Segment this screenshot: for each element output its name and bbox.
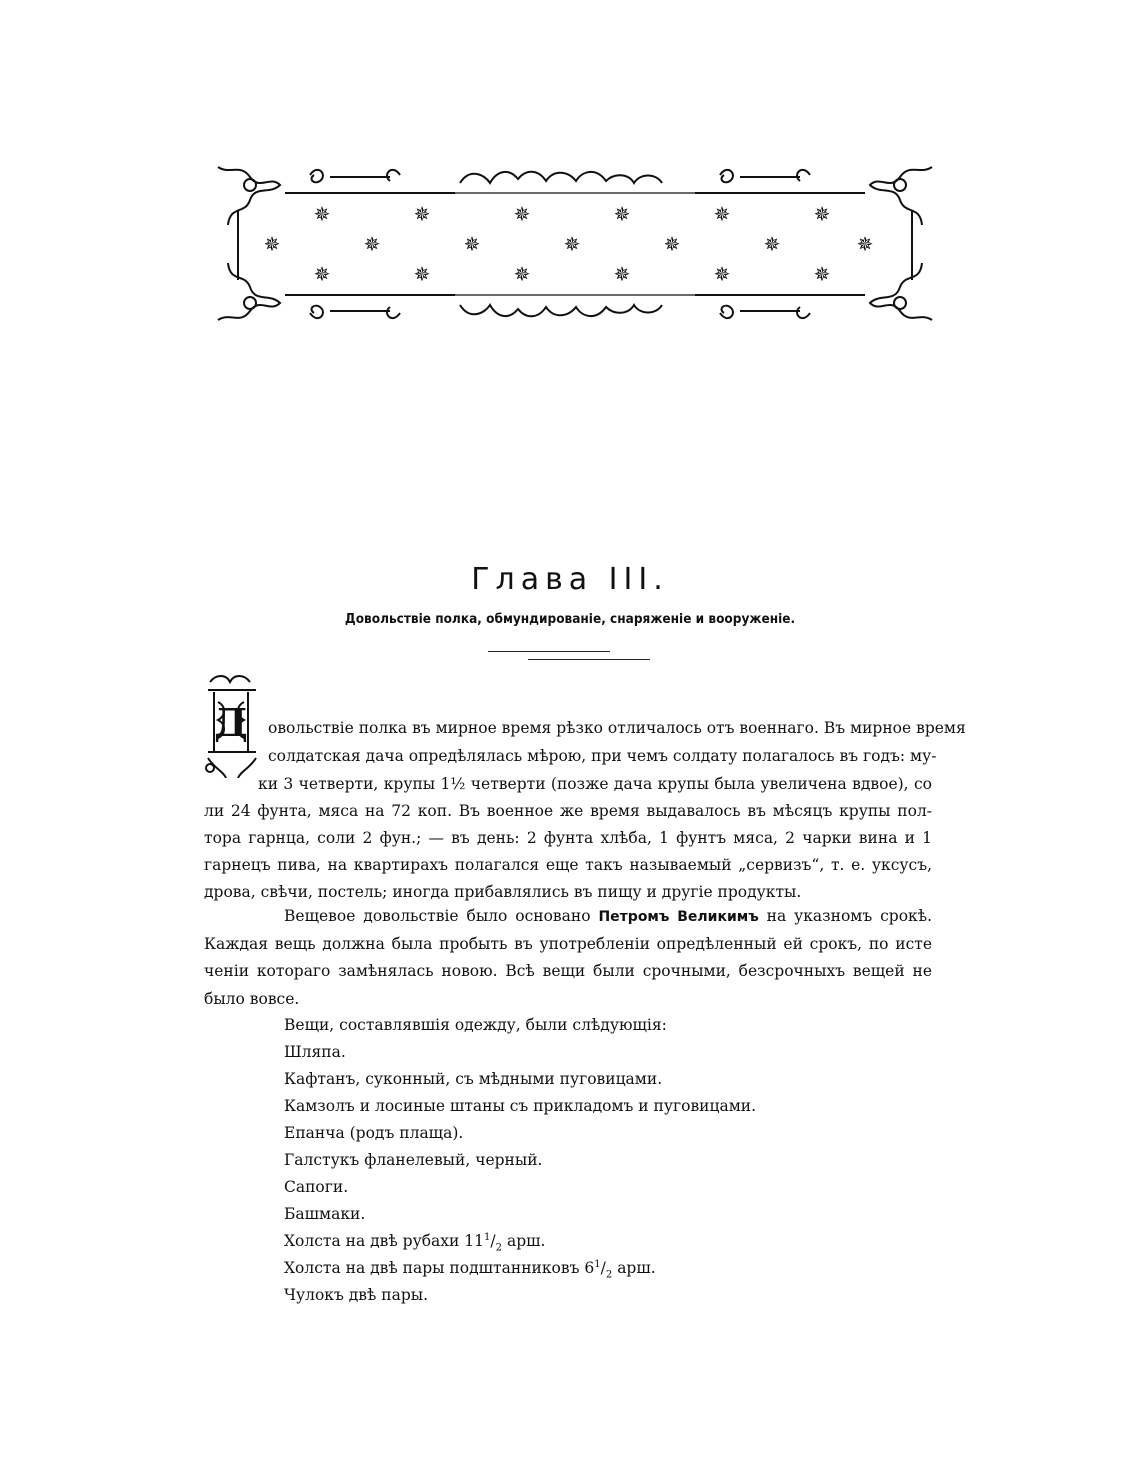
peter-the-great-name: Петромъ Великимъ: [598, 909, 759, 925]
paragraph2-line-2: Каждая вещь должна была пробыть въ употребленіи опредѣленный ей срокъ, по исте: [204, 935, 932, 953]
list-item-text: Холста на двѣ пары подштанниковъ 6: [284, 1259, 595, 1278]
paragraph1-line-6: гарнецъ пива, на квартирахъ полагался еще такъ называемый „сервизъ“, т. е. уксусъ,: [204, 856, 932, 874]
svg-text:✵: ✵: [856, 232, 874, 256]
fraction-numerator: 1: [594, 1259, 601, 1270]
paragraph2-line-1-end: на указномъ срокѣ.: [766, 907, 932, 925]
fraction-denominator: 2: [495, 1242, 503, 1254]
list-item: Кафтанъ, суконный, съ мѣдными пуговицами.: [284, 1070, 663, 1088]
fraction-denominator: 2: [605, 1269, 613, 1281]
svg-text:✵: ✵: [763, 232, 781, 256]
divider-rule-upper: [488, 651, 610, 652]
paragraph2-line-4: было вовсе.: [204, 990, 300, 1008]
paragraph1-line-3: ки 3 четверти, крупы 1½ четверти (позже дача крупы была увеличена вдвое), со: [258, 775, 932, 793]
list-item-unit: арш.: [506, 1232, 546, 1251]
svg-text:✵: ✵: [513, 262, 531, 286]
list-item: Холста на двѣ пары подштанниковъ $6^1/_2$ арш.: [284, 1259, 656, 1281]
list-item: Холста на двѣ рубахи $11^1/_2$ арш.: [284, 1232, 546, 1254]
dropcap-letter: Д: [214, 700, 248, 745]
list-item-unit: арш.: [617, 1259, 656, 1278]
decorative-header-ornament: [210, 155, 940, 330]
list-item: Галстукъ фланелевый, черный.: [284, 1151, 543, 1169]
svg-text:✵: ✵: [313, 262, 331, 286]
svg-text:✵: ✵: [563, 232, 581, 256]
ornamental-dropcap: [200, 672, 262, 778]
svg-text:✵: ✵: [313, 202, 331, 226]
svg-text:✵: ✵: [613, 262, 631, 286]
list-item: Епанча (родъ плаща).: [284, 1124, 464, 1142]
chapter-subtitle: Довольствіе полка, обмундированіе, снаряженіе и вооруженіе.: [344, 611, 796, 627]
svg-text:✵: ✵: [663, 232, 681, 256]
fraction-numerator: 1: [484, 1232, 491, 1243]
paragraph1-line-1: овольствіе полка въ мирное время рѣзко отличалось отъ военнаго. Въ мирное время: [268, 719, 966, 737]
paragraph1-line-7: дрова, свѣчи, постель; иногда прибавлялись въ пищу и другіе продукты.: [204, 883, 802, 901]
divider-rule-lower: [528, 659, 650, 660]
svg-text:✵: ✵: [613, 202, 631, 226]
svg-text:✵: ✵: [813, 202, 831, 226]
svg-text:✵: ✵: [413, 202, 431, 226]
list-item: Сапоги.: [284, 1178, 349, 1196]
paragraph2-line-1-start: Вещевое довольствіе было основано: [284, 907, 591, 925]
paragraph1-line-2: солдатская дача опредѣлялась мѣрою, при чемъ солдату полагалось въ годъ: му-: [268, 747, 937, 765]
svg-text:✵: ✵: [813, 262, 831, 286]
svg-text:✵: ✵: [513, 202, 531, 226]
svg-text:✵: ✵: [713, 262, 731, 286]
paragraph1-line-5: тора гарнца, соли 2 фун.; — въ день: 2 фунта хлѣба, 1 фунтъ мяса, 2 чарки вина и 1: [204, 829, 932, 847]
list-item: Шляпа.: [284, 1043, 346, 1061]
svg-text:✵: ✵: [463, 232, 481, 256]
svg-text:✵: ✵: [713, 202, 731, 226]
chapter-title: Глава III.: [471, 562, 669, 597]
paragraph2-line-3: ченіи котораго замѣнялась новою. Всѣ вещи были срочными, безсрочныхъ вещей не: [204, 962, 932, 980]
list-item: Башмаки.: [284, 1205, 366, 1223]
list-item: Камзолъ и лосиные штаны съ прикладомъ и пуговицами.: [284, 1097, 757, 1115]
svg-text:✵: ✵: [263, 232, 281, 256]
svg-text:✵: ✵: [363, 232, 381, 256]
list-item-text: Холста на двѣ рубахи 11: [284, 1232, 485, 1251]
paragraph1-line-4: ли 24 фунта, мяса на 72 коп. Въ военное же время выдавалось въ мѣсяцъ крупы пол-: [204, 802, 932, 820]
list-intro: Вещи, составлявшія одежду, были слѣдующія:: [284, 1016, 667, 1034]
svg-text:✵: ✵: [413, 262, 431, 286]
paragraph2-line-1: [284, 907, 932, 925]
list-item: Чулокъ двѣ пары.: [284, 1286, 429, 1304]
